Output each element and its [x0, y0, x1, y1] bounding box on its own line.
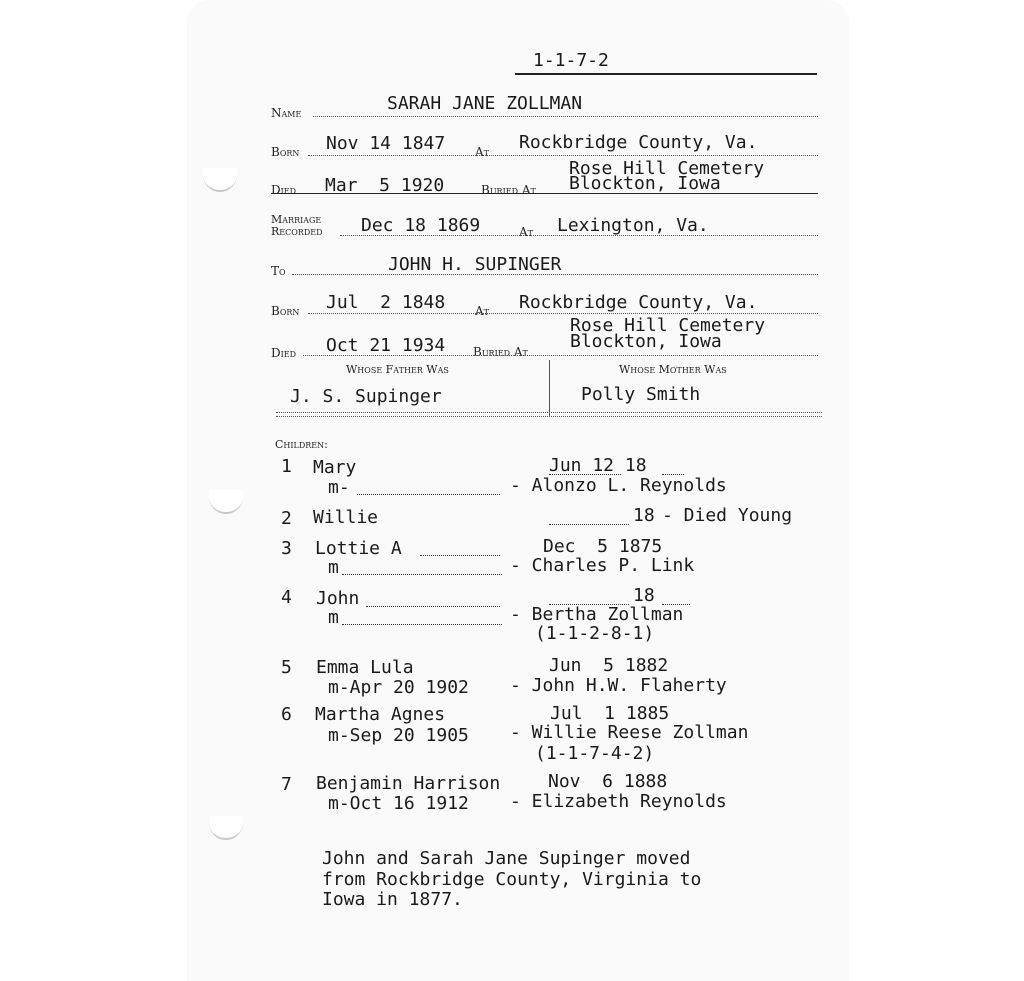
child-6-marriage: m-Sep 20 1905: [328, 725, 469, 746]
subject-buried-line1: Rose Hill Cemetery: [569, 158, 765, 179]
father-name: J. S. Supinger: [290, 386, 442, 407]
name-label: Name: [271, 106, 302, 120]
children-label: Children:: [275, 438, 328, 451]
child-5-marriage: m-Apr 20 1902: [328, 677, 469, 698]
child-4-marriage-blank: [342, 624, 502, 625]
spouse-buried-line2: Blockton, Iowa: [570, 331, 722, 352]
born-label: Born: [271, 145, 300, 159]
father-label: Whose Father Was: [346, 363, 449, 376]
child-3-name: Lottie A: [315, 538, 402, 559]
born-at-label: At: [475, 145, 490, 159]
marriage-date: Dec 18 1869: [361, 215, 481, 236]
child-7-marriage: m-Oct 16 1912: [328, 793, 469, 814]
child-3-marriage: m: [328, 557, 339, 578]
child-2-date-blank: [549, 524, 629, 525]
punch-hole-bottom: [209, 816, 243, 840]
child-5-number: 5: [281, 657, 292, 678]
child-4-date: 18: [633, 585, 655, 606]
child-5-name: Emma Lula: [316, 657, 414, 678]
subject-name: SARAH JANE ZOLLMAN: [387, 93, 583, 114]
spouse-buried-line1: Rose Hill Cemetery: [570, 315, 766, 336]
child-2-note: - Died Young: [662, 505, 793, 526]
spouse-name: JOHN H. SUPINGER: [388, 254, 562, 275]
note-line-1: John and Sarah Jane Supinger moved: [322, 848, 691, 869]
spouse-born-date: Jul 2 1848: [326, 292, 446, 313]
child-7-number: 7: [281, 774, 292, 795]
child-5-date: Jun 5 1882: [549, 655, 669, 676]
child-1-marriage: m-: [328, 477, 350, 498]
child-4-marriage: m: [328, 607, 339, 628]
child-7-spouse: - Elizabeth Reynolds: [510, 791, 727, 812]
spouse-born-line: [308, 313, 818, 314]
mother-label: Whose Mother Was: [619, 363, 727, 376]
child-3-number: 3: [281, 538, 292, 559]
child-2-name: Willie: [313, 507, 379, 528]
child-1-spouse: - Alonzo L. Reynolds: [510, 475, 727, 496]
child-4-name-blank: [366, 606, 500, 607]
marriage-line: [340, 235, 818, 236]
child-5-spouse: - John H.W. Flaherty: [510, 675, 727, 696]
spouse-born-place: Rockbridge County, Va.: [519, 292, 758, 313]
child-1-number: 1: [281, 456, 292, 477]
spouse-died-date: Oct 21 1934: [326, 335, 446, 356]
spouse-born-at-label: At: [475, 304, 490, 318]
parents-divider: [549, 360, 550, 416]
subject-born-place: Rockbridge County, Va.: [519, 132, 758, 153]
punch-hole-middle: [209, 490, 243, 514]
subject-buried-line2: Blockton, Iowa: [569, 173, 721, 194]
parents-line-2: [276, 416, 822, 417]
child-3-spouse: - Charles P. Link: [510, 555, 695, 576]
parents-line-1: [276, 412, 822, 413]
child-2-number: 2: [281, 508, 292, 529]
child-1-name: Mary: [313, 457, 357, 478]
child-3-date: Dec 5 1875: [543, 536, 663, 557]
child-3-marriage-blank: [342, 574, 502, 575]
subject-died-date: Mar 5 1920: [325, 175, 445, 196]
child-4-number: 4: [281, 587, 292, 608]
died-label: Died: [271, 183, 297, 197]
child-7-date: Nov 6 1888: [548, 771, 668, 792]
child-2-date: 18: [633, 505, 655, 526]
child-7-name: Benjamin Harrison: [316, 773, 501, 794]
child-6-extra: (1-1-7-4-2): [535, 743, 655, 764]
spouse-died-label: Died: [271, 346, 297, 360]
child-3-name-blank: [420, 555, 500, 556]
to-line: [292, 274, 818, 275]
note-line-2: from Rockbridge County, Virginia to: [322, 869, 702, 890]
child-6-name: Martha Agnes: [315, 704, 446, 725]
note-line-3: Iowa in 1877.: [322, 889, 463, 910]
child-6-number: 6: [281, 704, 292, 725]
marriage-label-1: Marriage: [271, 213, 322, 226]
card-number-rule: [515, 73, 817, 75]
spouse-buried-at-label: Buried At: [473, 345, 528, 359]
subject-born-date: Nov 14 1847: [326, 133, 446, 154]
child-4-spouse: - Bertha Zollman: [510, 604, 684, 625]
born-line: [308, 155, 818, 156]
mother-name: Polly Smith: [581, 384, 701, 405]
child-6-spouse: - Willie Reese Zollman: [510, 722, 749, 743]
punch-hole-top: [203, 168, 237, 192]
marriage-label-2: Recorded: [271, 225, 323, 238]
child-1-date: Jun 12 18: [549, 455, 647, 476]
name-line: [313, 116, 818, 117]
spouse-born-label: Born: [271, 304, 300, 318]
marriage-place: Lexington, Va.: [557, 215, 709, 236]
to-label: To: [271, 264, 286, 278]
buried-at-label: Buried At: [481, 183, 536, 197]
child-6-date: Jul 1 1885: [550, 703, 670, 724]
marriage-at-label: At: [519, 225, 534, 239]
died-line: [271, 193, 818, 194]
child-4-name: John: [316, 588, 360, 609]
child-4-extra: (1-1-2-8-1): [535, 623, 655, 644]
spouse-died-line: [303, 355, 818, 356]
child-1-marriage-blank: [357, 494, 500, 495]
card-number: 1-1-7-2: [533, 50, 609, 71]
